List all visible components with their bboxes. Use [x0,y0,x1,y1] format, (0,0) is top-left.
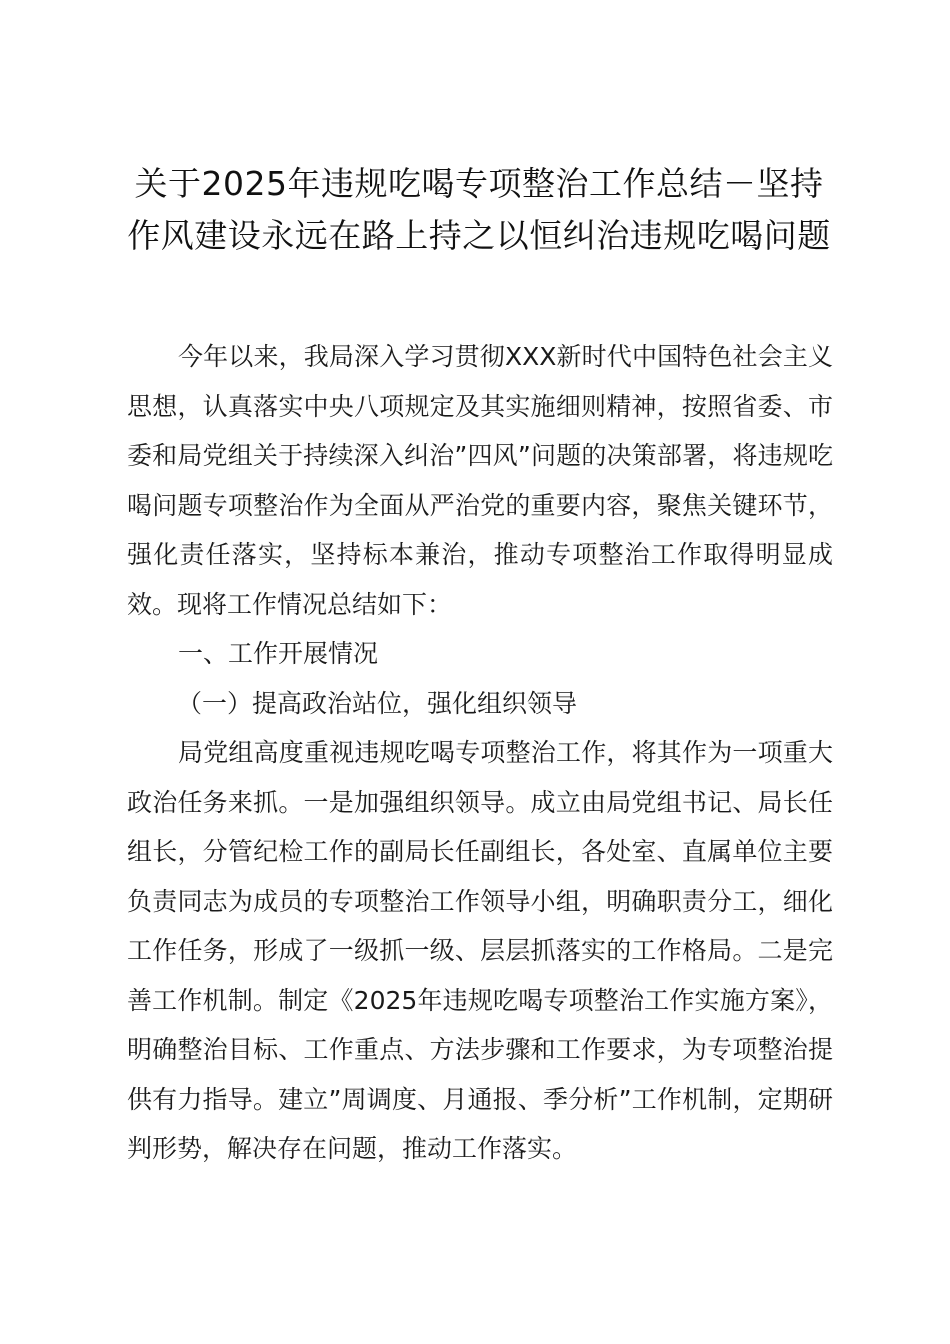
document-title: 关于2025年违规吃喝专项整治工作总结－坚持作风建设永远在路上持之以恒纠治违规吃喝问题 [127,164,831,255]
section-heading-1: 一、工作开展情况 [178,639,379,668]
intro-paragraph: 今年以来，我局深入学习贯彻XXX新时代中国特色社会主义思想，认真落实中央八项规定及其实施细则精神，按照省委、市委和局党组关于持续深入纠治”四风”问题的决策部署，将违规吃喝问题专项整治作为全面从严治党的重要内容，聚焦关键环节，强化责任落实，坚持标本兼治，推动专项整治工作取得明显成效。现将工作情况总结如下： [127,342,833,619]
body-paragraph-1: 局党组高度重视违规吃喝专项整治工作，将其作为一项重大政治任务来抓。一是加强组织领导。成立由局党组书记、局长任组长，分管纪检工作的副局长任副组长，各处室、直属单位主要负责同志为成员的专项整治工作领导小组，明确职责分工，细化工作任务，形成了一级抓一级、层层抓落实的工作格局。二是完善工作机制。制定《2025年违规吃喝专项整治工作实施方案》，明确整治目标、工作重点、方法步骤和工作要求，为专项整治提供有力指导。建立”周调度、月通报、季分析”工作机制，定期研判形势，解决存在问题，推动工作落实。 [127,738,833,1163]
document-body [127,332,833,1174]
subsection-heading-1: （一）提高政治站位，强化组织领导 [177,688,578,718]
